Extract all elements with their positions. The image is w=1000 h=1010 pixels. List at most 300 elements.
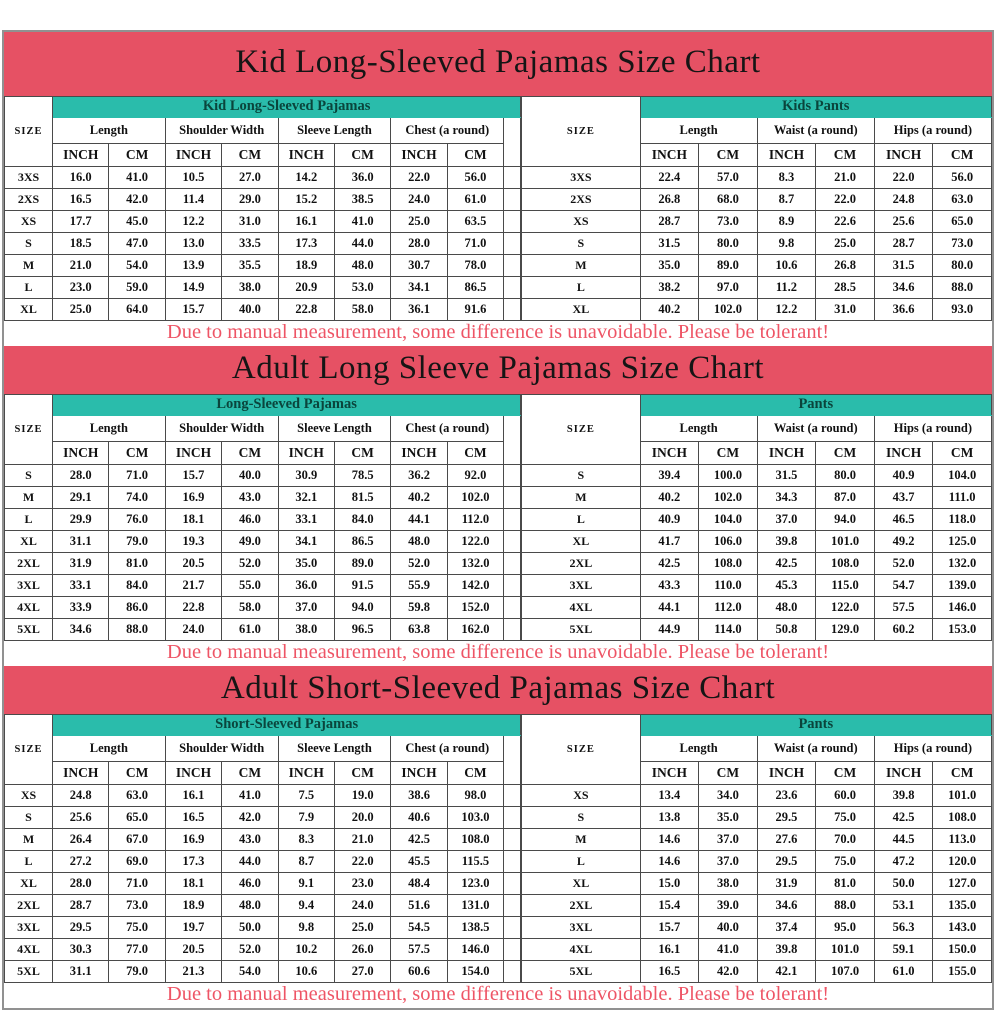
value-cell: 38.5 <box>334 189 390 211</box>
size-column-header: SIZE <box>522 395 640 465</box>
size-column-header: SIZE <box>5 395 53 465</box>
value-cell: 31.5 <box>640 233 699 255</box>
value-cell: 78.0 <box>447 255 503 277</box>
tables-row <box>4 96 992 321</box>
value-cell: 36.1 <box>391 299 447 321</box>
value-cell: 45.3 <box>757 575 816 597</box>
measure-group-header: Length <box>53 118 166 144</box>
measure-group-header: Length <box>640 736 757 762</box>
value-cell: 22.0 <box>334 851 390 873</box>
value-cell: 42.5 <box>391 829 447 851</box>
table-row <box>522 829 992 851</box>
spacer-cell <box>504 211 521 233</box>
inch-unit-header: INCH <box>278 762 334 785</box>
adult-long-pajamas-table <box>4 394 521 641</box>
value-cell: 18.9 <box>278 255 334 277</box>
size-cell: XS <box>522 785 640 807</box>
value-cell: 42.1 <box>757 961 816 983</box>
size-cell: XL <box>5 873 53 895</box>
measure-group-header: Waist (a round) <box>757 736 874 762</box>
value-cell: 59.1 <box>874 939 933 961</box>
spacer-cell <box>504 189 521 211</box>
value-cell: 67.0 <box>109 829 165 851</box>
value-cell: 127.0 <box>933 873 992 895</box>
value-cell: 34.1 <box>391 277 447 299</box>
value-cell: 28.7 <box>53 895 109 917</box>
value-cell: 37.0 <box>278 597 334 619</box>
value-cell: 49.2 <box>874 531 933 553</box>
value-cell: 48.0 <box>757 597 816 619</box>
value-cell: 38.0 <box>278 619 334 641</box>
value-cell: 60.6 <box>391 961 447 983</box>
value-cell: 44.5 <box>874 829 933 851</box>
value-cell: 26.0 <box>334 939 390 961</box>
inch-unit-header: INCH <box>391 442 447 465</box>
inch-unit-header: INCH <box>640 762 699 785</box>
value-cell: 36.0 <box>278 575 334 597</box>
cm-unit-header: CM <box>699 762 758 785</box>
size-cell: 5XL <box>522 961 640 983</box>
spacer-cell <box>504 509 521 531</box>
measure-group-header: Sleeve Length <box>278 736 391 762</box>
value-cell: 102.0 <box>699 487 758 509</box>
value-cell: 71.0 <box>109 465 165 487</box>
inch-unit-header: INCH <box>874 144 933 167</box>
size-cell: 5XL <box>5 961 53 983</box>
value-cell: 53.1 <box>874 895 933 917</box>
value-cell: 46.0 <box>222 509 278 531</box>
table-row <box>5 509 521 531</box>
value-cell: 122.0 <box>447 531 503 553</box>
spacer-cell <box>504 299 521 321</box>
value-cell: 25.0 <box>334 917 390 939</box>
cm-unit-header: CM <box>334 442 390 465</box>
value-cell: 63.0 <box>109 785 165 807</box>
value-cell: 10.6 <box>278 961 334 983</box>
value-cell: 84.0 <box>334 509 390 531</box>
section-title: Adult Long Sleeve Pajamas Size Chart <box>4 346 992 394</box>
table-row <box>5 233 521 255</box>
cm-unit-header: CM <box>334 762 390 785</box>
table-row <box>522 531 992 553</box>
value-cell: 8.3 <box>278 829 334 851</box>
section-adult-long-sleeve <box>4 346 992 666</box>
table-row <box>522 299 992 321</box>
inch-unit-header: INCH <box>391 144 447 167</box>
value-cell: 40.6 <box>391 807 447 829</box>
spacer-cell <box>504 465 521 487</box>
value-cell: 30.9 <box>278 465 334 487</box>
value-cell: 102.0 <box>699 299 758 321</box>
value-cell: 40.2 <box>640 299 699 321</box>
value-cell: 55.0 <box>222 575 278 597</box>
value-cell: 93.0 <box>933 299 992 321</box>
value-cell: 27.2 <box>53 851 109 873</box>
value-cell: 162.0 <box>447 619 503 641</box>
value-cell: 75.0 <box>816 807 875 829</box>
table-band-title: Pants <box>640 395 991 416</box>
inch-unit-header: INCH <box>165 762 221 785</box>
value-cell: 96.5 <box>334 619 390 641</box>
size-cell: L <box>5 509 53 531</box>
size-cell: 2XL <box>522 895 640 917</box>
cm-unit-header: CM <box>109 144 165 167</box>
value-cell: 60.2 <box>874 619 933 641</box>
spacer-cell <box>504 118 521 167</box>
value-cell: 39.8 <box>874 785 933 807</box>
value-cell: 34.3 <box>757 487 816 509</box>
value-cell: 41.0 <box>222 785 278 807</box>
value-cell: 28.7 <box>874 233 933 255</box>
cm-unit-header: CM <box>933 762 992 785</box>
table-band-title: Kid Long-Sleeved Pajamas <box>53 97 521 118</box>
spacer-cell <box>504 873 521 895</box>
value-cell: 15.7 <box>640 917 699 939</box>
value-cell: 40.0 <box>699 917 758 939</box>
spacer-cell <box>504 961 521 983</box>
value-cell: 24.0 <box>391 189 447 211</box>
value-cell: 50.8 <box>757 619 816 641</box>
value-cell: 56.0 <box>933 167 992 189</box>
value-cell: 31.5 <box>874 255 933 277</box>
value-cell: 34.6 <box>874 277 933 299</box>
spacer-cell <box>504 531 521 553</box>
value-cell: 154.0 <box>447 961 503 983</box>
value-cell: 61.0 <box>447 189 503 211</box>
value-cell: 22.0 <box>874 167 933 189</box>
value-cell: 75.0 <box>109 917 165 939</box>
cm-unit-header: CM <box>447 762 503 785</box>
value-cell: 132.0 <box>447 553 503 575</box>
value-cell: 43.3 <box>640 575 699 597</box>
table-row <box>5 531 521 553</box>
value-cell: 63.5 <box>447 211 503 233</box>
value-cell: 108.0 <box>816 553 875 575</box>
value-cell: 21.0 <box>334 829 390 851</box>
size-cell: 2XS <box>522 189 640 211</box>
value-cell: 29.0 <box>222 189 278 211</box>
size-cell: S <box>522 233 640 255</box>
value-cell: 41.7 <box>640 531 699 553</box>
value-cell: 50.0 <box>874 873 933 895</box>
table-row <box>5 829 521 851</box>
size-cell: 5XL <box>5 619 53 641</box>
value-cell: 25.0 <box>391 211 447 233</box>
cm-unit-header: CM <box>222 442 278 465</box>
inch-unit-header: INCH <box>278 144 334 167</box>
table-row <box>522 167 992 189</box>
value-cell: 78.5 <box>334 465 390 487</box>
value-cell: 42.5 <box>757 553 816 575</box>
size-cell: XS <box>5 785 53 807</box>
size-cell: 3XS <box>522 167 640 189</box>
value-cell: 15.0 <box>640 873 699 895</box>
value-cell: 22.6 <box>816 211 875 233</box>
table-band-title: Kids Pants <box>640 97 991 118</box>
inch-unit-header: INCH <box>165 144 221 167</box>
spacer-cell <box>504 736 521 785</box>
value-cell: 146.0 <box>933 597 992 619</box>
measurement-note: Due to manual measurement, some difference is unavoidable. Please be tolerant! <box>166 983 830 1005</box>
size-cell: 2XS <box>5 189 53 211</box>
table-row <box>522 917 992 939</box>
value-cell: 86.5 <box>334 531 390 553</box>
size-cell: XS <box>5 211 53 233</box>
value-cell: 63.8 <box>391 619 447 641</box>
value-cell: 52.0 <box>874 553 933 575</box>
value-cell: 25.6 <box>874 211 933 233</box>
value-cell: 89.0 <box>699 255 758 277</box>
value-cell: 58.0 <box>222 597 278 619</box>
size-cell: L <box>522 277 640 299</box>
table-row <box>5 255 521 277</box>
value-cell: 18.1 <box>165 509 221 531</box>
cm-unit-header: CM <box>109 442 165 465</box>
value-cell: 21.7 <box>165 575 221 597</box>
measure-group-header: Shoulder Width <box>165 118 278 144</box>
size-cell: 2XL <box>522 553 640 575</box>
value-cell: 87.0 <box>816 487 875 509</box>
value-cell: 44.9 <box>640 619 699 641</box>
value-cell: 94.0 <box>816 509 875 531</box>
section-title: Kid Long-Sleeved Pajamas Size Chart <box>4 32 992 96</box>
spacer-cell <box>504 619 521 641</box>
measure-group-header: Chest (a round) <box>391 118 504 144</box>
size-cell: 3XS <box>5 167 53 189</box>
value-cell: 69.0 <box>109 851 165 873</box>
value-cell: 28.0 <box>391 233 447 255</box>
table-row <box>522 939 992 961</box>
value-cell: 40.0 <box>222 465 278 487</box>
value-cell: 37.0 <box>699 851 758 873</box>
value-cell: 22.8 <box>165 597 221 619</box>
value-cell: 43.0 <box>222 487 278 509</box>
value-cell: 40.2 <box>640 487 699 509</box>
value-cell: 81.0 <box>816 873 875 895</box>
value-cell: 33.9 <box>53 597 109 619</box>
size-cell: 4XL <box>522 939 640 961</box>
value-cell: 42.5 <box>640 553 699 575</box>
value-cell: 36.6 <box>874 299 933 321</box>
value-cell: 101.0 <box>933 785 992 807</box>
value-cell: 73.0 <box>933 233 992 255</box>
value-cell: 65.0 <box>109 807 165 829</box>
size-cell: 3XL <box>5 575 53 597</box>
value-cell: 46.5 <box>874 509 933 531</box>
value-cell: 94.0 <box>334 597 390 619</box>
value-cell: 30.7 <box>391 255 447 277</box>
value-cell: 65.0 <box>933 211 992 233</box>
value-cell: 71.0 <box>109 873 165 895</box>
value-cell: 15.7 <box>165 299 221 321</box>
value-cell: 37.0 <box>699 829 758 851</box>
value-cell: 63.0 <box>933 189 992 211</box>
cm-unit-header: CM <box>222 144 278 167</box>
value-cell: 14.6 <box>640 829 699 851</box>
value-cell: 57.5 <box>874 597 933 619</box>
value-cell: 115.5 <box>447 851 503 873</box>
value-cell: 46.0 <box>222 873 278 895</box>
value-cell: 27.0 <box>334 961 390 983</box>
table-band-title: Short-Sleeved Pajamas <box>53 715 521 736</box>
table-row <box>522 619 992 641</box>
size-cell: L <box>522 851 640 873</box>
inch-unit-header: INCH <box>391 762 447 785</box>
value-cell: 98.0 <box>447 785 503 807</box>
value-cell: 80.0 <box>933 255 992 277</box>
value-cell: 29.1 <box>53 487 109 509</box>
value-cell: 40.2 <box>391 487 447 509</box>
table-row <box>5 895 521 917</box>
tables-row <box>4 714 992 983</box>
value-cell: 42.0 <box>222 807 278 829</box>
value-cell: 39.4 <box>640 465 699 487</box>
value-cell: 13.8 <box>640 807 699 829</box>
value-cell: 139.0 <box>933 575 992 597</box>
size-cell: M <box>5 829 53 851</box>
value-cell: 18.5 <box>53 233 109 255</box>
value-cell: 28.0 <box>53 873 109 895</box>
value-cell: 81.0 <box>109 553 165 575</box>
size-cell: S <box>5 465 53 487</box>
value-cell: 131.0 <box>447 895 503 917</box>
inch-unit-header: INCH <box>165 442 221 465</box>
value-cell: 35.5 <box>222 255 278 277</box>
value-cell: 31.0 <box>222 211 278 233</box>
value-cell: 40.9 <box>640 509 699 531</box>
table-row <box>522 465 992 487</box>
value-cell: 41.0 <box>109 167 165 189</box>
cm-unit-header: CM <box>699 442 758 465</box>
value-cell: 20.5 <box>165 553 221 575</box>
inch-unit-header: INCH <box>53 144 109 167</box>
table-row <box>522 575 992 597</box>
value-cell: 17.3 <box>165 851 221 873</box>
value-cell: 45.5 <box>391 851 447 873</box>
value-cell: 16.1 <box>278 211 334 233</box>
value-cell: 81.5 <box>334 487 390 509</box>
value-cell: 112.0 <box>699 597 758 619</box>
value-cell: 79.0 <box>109 961 165 983</box>
value-cell: 132.0 <box>933 553 992 575</box>
table-row <box>5 961 521 983</box>
measure-group-header: Sleeve Length <box>278 416 391 442</box>
size-cell: XL <box>522 299 640 321</box>
table-row <box>522 233 992 255</box>
value-cell: 13.0 <box>165 233 221 255</box>
value-cell: 30.3 <box>53 939 109 961</box>
measure-group-header: Shoulder Width <box>165 736 278 762</box>
value-cell: 48.0 <box>391 531 447 553</box>
section-title: Adult Short-Sleeved Pajamas Size Chart <box>4 666 992 714</box>
value-cell: 73.0 <box>109 895 165 917</box>
value-cell: 9.1 <box>278 873 334 895</box>
measure-group-header: Hips (a round) <box>874 118 991 144</box>
value-cell: 39.8 <box>757 531 816 553</box>
value-cell: 14.9 <box>165 277 221 299</box>
value-cell: 31.5 <box>757 465 816 487</box>
value-cell: 31.0 <box>816 299 875 321</box>
kid-pajamas-table <box>4 96 521 321</box>
size-cell: M <box>5 487 53 509</box>
value-cell: 16.5 <box>165 807 221 829</box>
table-row <box>522 851 992 873</box>
value-cell: 12.2 <box>757 299 816 321</box>
size-cell: M <box>522 487 640 509</box>
cm-unit-header: CM <box>334 144 390 167</box>
value-cell: 51.6 <box>391 895 447 917</box>
value-cell: 15.4 <box>640 895 699 917</box>
value-cell: 43.0 <box>222 829 278 851</box>
value-cell: 111.0 <box>933 487 992 509</box>
size-cell: 5XL <box>522 619 640 641</box>
value-cell: 14.6 <box>640 851 699 873</box>
size-cell: S <box>522 465 640 487</box>
cm-unit-header: CM <box>447 442 503 465</box>
value-cell: 54.5 <box>391 917 447 939</box>
value-cell: 34.0 <box>699 785 758 807</box>
value-cell: 114.0 <box>699 619 758 641</box>
value-cell: 45.0 <box>109 211 165 233</box>
value-cell: 28.0 <box>53 465 109 487</box>
value-cell: 38.0 <box>222 277 278 299</box>
value-cell: 17.7 <box>53 211 109 233</box>
table-row <box>522 211 992 233</box>
size-cell: 3XL <box>522 575 640 597</box>
value-cell: 88.0 <box>933 277 992 299</box>
value-cell: 29.5 <box>53 917 109 939</box>
spacer-cell <box>504 807 521 829</box>
value-cell: 58.0 <box>334 299 390 321</box>
value-cell: 57.5 <box>391 939 447 961</box>
value-cell: 150.0 <box>933 939 992 961</box>
size-cell: 2XL <box>5 895 53 917</box>
measure-group-header: Length <box>53 416 166 442</box>
value-cell: 26.8 <box>640 189 699 211</box>
inch-unit-header: INCH <box>757 144 816 167</box>
value-cell: 61.0 <box>222 619 278 641</box>
value-cell: 101.0 <box>816 939 875 961</box>
value-cell: 29.5 <box>757 851 816 873</box>
value-cell: 16.9 <box>165 829 221 851</box>
value-cell: 129.0 <box>816 619 875 641</box>
adult-short-pants-table <box>521 714 992 983</box>
value-cell: 108.0 <box>699 553 758 575</box>
value-cell: 61.0 <box>874 961 933 983</box>
value-cell: 112.0 <box>447 509 503 531</box>
size-cell: M <box>5 255 53 277</box>
cm-unit-header: CM <box>816 762 875 785</box>
value-cell: 23.0 <box>334 873 390 895</box>
value-cell: 36.2 <box>391 465 447 487</box>
value-cell: 39.8 <box>757 939 816 961</box>
spacer-cell <box>504 255 521 277</box>
value-cell: 35.0 <box>278 553 334 575</box>
cm-unit-header: CM <box>816 144 875 167</box>
size-cell: XL <box>5 531 53 553</box>
value-cell: 31.9 <box>757 873 816 895</box>
value-cell: 42.0 <box>109 189 165 211</box>
value-cell: 91.5 <box>334 575 390 597</box>
table-row <box>522 487 992 509</box>
value-cell: 53.0 <box>334 277 390 299</box>
value-cell: 27.0 <box>222 167 278 189</box>
table-row <box>5 575 521 597</box>
value-cell: 123.0 <box>447 873 503 895</box>
section-kid-long-sleeved <box>4 32 992 346</box>
value-cell: 92.0 <box>447 465 503 487</box>
value-cell: 33.1 <box>53 575 109 597</box>
